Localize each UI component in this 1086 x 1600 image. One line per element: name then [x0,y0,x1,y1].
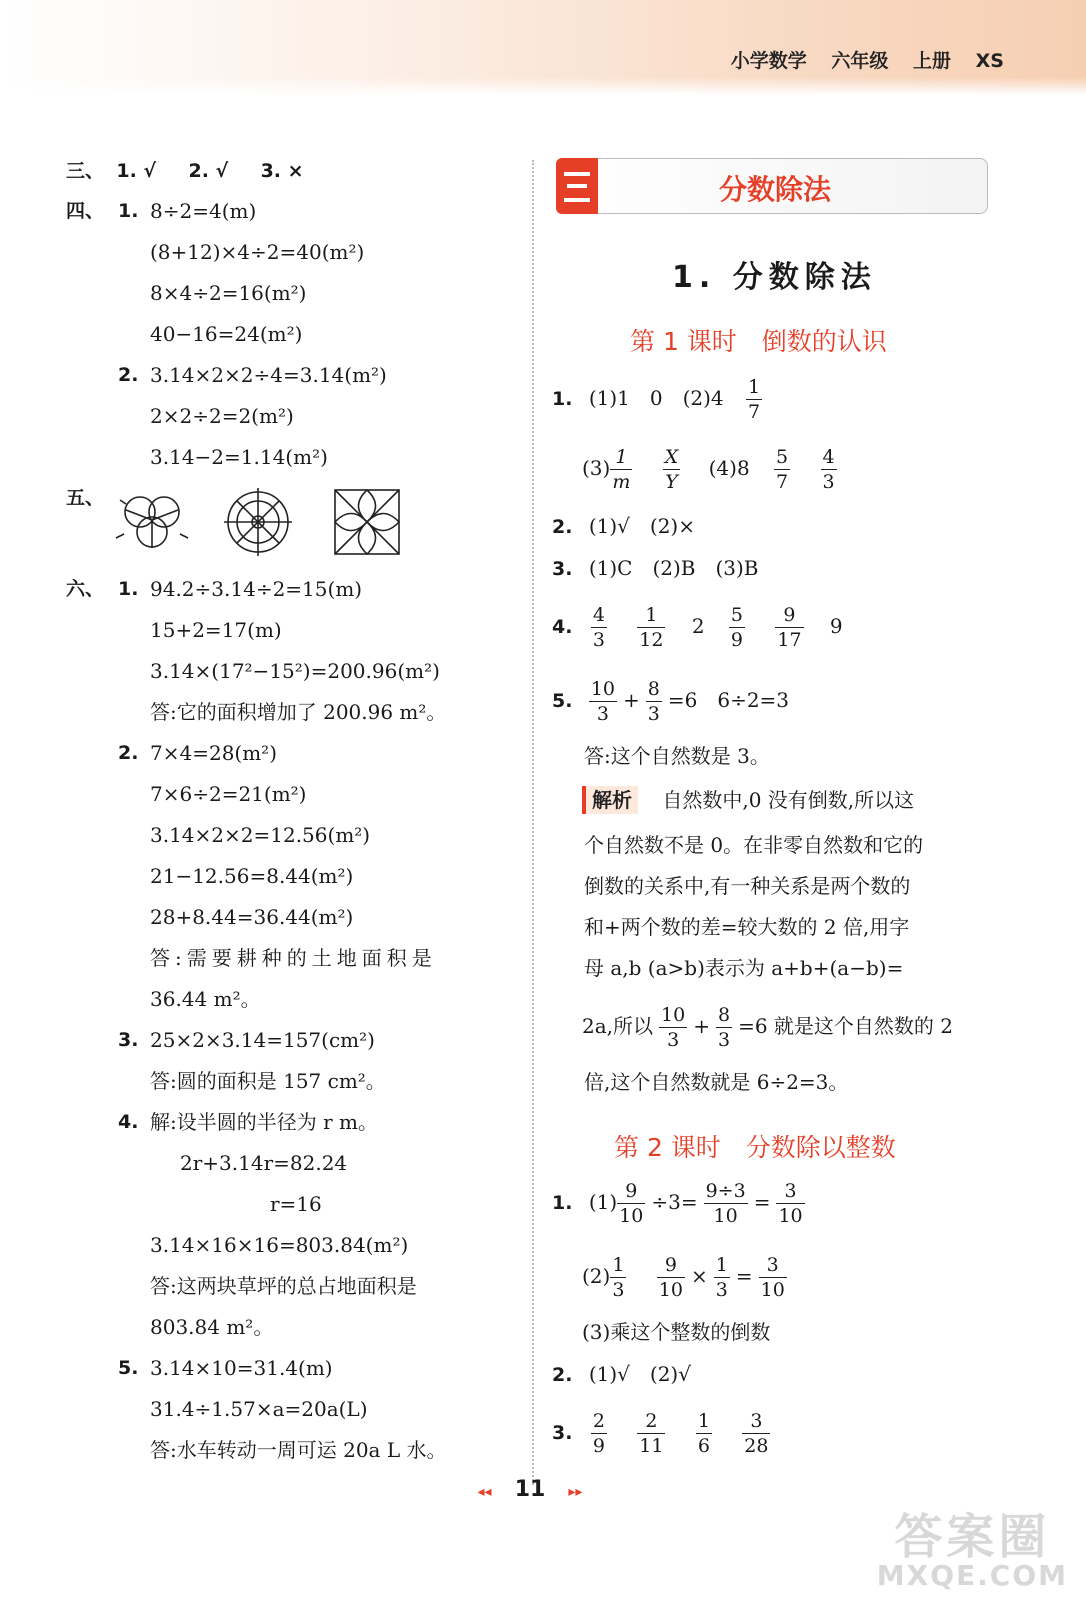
fraction [746,375,762,424]
header-edition: XS [975,50,1004,72]
page-number: 11 [514,1477,546,1502]
numerator: 9 [617,1179,645,1204]
numerator: 1 [697,1410,710,1432]
answer-line: 答:水车转动一周可运 20a L 水。 [150,1438,447,1462]
question-number: 3. [552,1422,573,1444]
analysis-line [582,786,914,814]
answer-item: 1. √ [116,160,157,182]
numerator: 4 [592,604,605,626]
answer-text: (1)C (2)B (3)B [588,556,759,580]
fraction [696,1409,712,1458]
analysis-text: 倍,这个自然数就是 6÷2=3。 [584,1070,849,1094]
fraction [659,1003,687,1052]
answer-line: 7×6÷2=21(m²) [150,782,307,806]
numerator: 1 [610,445,632,470]
denominator: 28 [744,1435,769,1457]
operator: = [735,1264,753,1288]
unit-title: 分数除法 [718,173,831,206]
l2-q1-row-a [552,1174,811,1231]
question-number: 2. [552,516,573,538]
question-number: 5. [552,690,573,712]
denominator: 3 [715,1279,728,1301]
fraction [714,1253,730,1302]
denominator: 3 [596,703,609,725]
answer-line: 答:这两块草坪的总占地面积是 [150,1274,417,1298]
fraction [775,603,803,652]
section-label: 六、 [66,578,105,600]
fraction [776,1179,804,1228]
section-label: 四、 [66,200,105,222]
denominator: 11 [639,1435,664,1457]
l1-q5 [552,672,789,729]
analysis-text: =6 就是这个自然数的 2 [738,1014,953,1038]
numerator: 9 [775,603,803,628]
answer-line: 8÷2=4(m) [150,199,257,223]
numerator: 1 [715,1254,728,1276]
denominator: 3 [822,471,835,493]
section-title: 1. 分数除法 [672,260,877,295]
answer-item: 3. × [260,160,304,182]
denominator: 3 [667,1029,680,1051]
answer-text: ÷3= [651,1190,698,1214]
answer-text: (1)√ (2)× [588,514,695,538]
answer-line: 3.14×16×16=803.84(m²) [150,1233,409,1257]
analysis-text: 个自然数不是 0。在非零自然数和它的 [584,833,924,857]
answer-text: (3) [582,456,611,480]
operator: + [623,688,640,712]
numerator: 9÷3 [705,1180,746,1202]
fraction [610,1253,626,1302]
answer-text: 2 [691,614,705,638]
fraction [759,1253,787,1302]
l1-q1-row-b [582,440,843,496]
fraction [637,1409,665,1458]
analysis-text: 倒数的关系中,有一种关系是两个数的 [584,874,911,898]
fraction [657,1253,685,1302]
fraction [663,445,681,494]
denominator: 7 [776,471,789,493]
question-number: 2. [118,364,139,386]
watermark-main: 答案圈 [894,1509,1051,1565]
denominator: 10 [760,1279,785,1301]
fraction [610,445,632,494]
denominator: 10 [713,1205,738,1227]
analysis-text: 和+两个数的差=较大数的 2 倍,用字 [584,915,910,939]
fraction [742,1409,770,1458]
denominator: 3 [612,1279,625,1301]
question-number: 1. [552,388,573,410]
next-arrows-icon: ▸▸ [568,1484,583,1500]
watermark-logo [877,1498,1068,1592]
fraction [646,677,662,726]
numerator: 5 [730,604,743,626]
question-number: 2. [118,742,139,764]
l2-q1-row-b [582,1248,793,1304]
numerator: 2 [592,1410,605,1432]
square-petal-figure [330,486,404,558]
numerator: 1 [612,1254,625,1276]
operator: + [693,1014,710,1038]
numerator: 1 [637,603,665,628]
answer-line: 解:设半圆的半径为 r m。 [150,1110,378,1134]
answer-line: 7×4=28(m²) [150,741,278,765]
watermark-site: MXQE.COM [876,1559,1068,1592]
l1-q4 [552,598,843,655]
answer-line: 15+2=17(m) [150,618,282,642]
book-header [713,46,1004,73]
question-number: 3. [118,1029,139,1051]
fraction [729,603,745,652]
answer-text: 9 [829,614,843,638]
section-label: 三、 [66,160,105,182]
header-grade: 六年级 [831,50,889,72]
answer-line: 答:圆的面积是 157 cm²。 [150,1069,386,1093]
answer-line: r=16 [270,1192,322,1216]
lesson-2-title: 第 2 课时 分数除以整数 [614,1133,896,1162]
denominator: 17 [777,629,802,651]
fraction [774,445,790,494]
denominator: 12 [639,629,664,651]
operator: = [753,1190,771,1214]
wheel-circle-figure [222,484,294,560]
question-number: 4. [118,1111,139,1133]
answer-text: (4)8 [708,456,750,480]
l1-q3 [552,554,759,583]
numerator: 10 [590,678,615,700]
denominator: 9 [592,1435,605,1457]
numerator: 5 [776,446,789,468]
denominator: 3 [647,703,660,725]
answer-line: 2×2÷2=2(m²) [150,404,294,428]
answer-line: 答:这个自然数是 3。 [584,744,770,768]
numerator: 4 [822,446,835,468]
l1-q1-row-a [552,370,768,427]
denominator: 6 [697,1435,710,1457]
question-number: 1. [118,578,139,600]
denominator: 10 [619,1205,644,1227]
answer-text: (1)1 0 (2)4 [588,386,724,410]
answer-line: 3.14×(17²−15²)=200.96(m²) [150,659,440,683]
answer-line: 36.44 m²。 [150,987,261,1011]
numerator: 2 [637,1409,665,1434]
answer-line: 28+8.44=36.44(m²) [150,905,354,929]
fraction [637,603,665,652]
fraction [589,677,617,726]
numerator: X [664,446,679,468]
numerator: 3 [776,1179,804,1204]
answer-text: =6 6÷2=3 [667,688,790,712]
analysis-line [582,998,953,1054]
fraction [617,1179,645,1228]
numerator: 1 [748,376,761,398]
answer-line: 答:它的面积增加了 200.96 m²。 [150,700,447,724]
numerator: 3 [742,1409,770,1434]
l1-q2 [552,512,695,541]
section-label: 五、 [66,487,105,509]
denominator: 3 [592,629,605,651]
analysis-text: 2a,所以 [582,1014,654,1038]
denominator: 7 [748,401,761,423]
l2-q2 [552,1360,691,1389]
question-number: 4. [552,616,573,638]
answer-line: 3.14×10=31.4(m) [150,1356,333,1380]
answer-line: 3.14×2×2=12.56(m²) [150,823,371,847]
answer-line: 25×2×3.14=157(cm²) [150,1028,375,1052]
header-volume: 上册 [913,50,952,72]
three-circles-figure [112,488,192,556]
section-san [66,156,304,185]
numerator: 9 [657,1253,685,1278]
denominator: Y [665,471,678,493]
answer-line: (3)乘这个整数的倒数 [582,1320,771,1344]
fraction [821,445,837,494]
denominator: 10 [778,1205,803,1227]
answer-text: (1)√ (2)√ [588,1362,691,1386]
analysis-text: 母 a,b (a>b)表示为 a+b+(a−b)= [584,956,904,980]
header-subject: 小学数学 [730,50,807,72]
question-number: 1. [118,200,139,222]
answer-line: 答:需要耕种的土地面积是 [150,946,437,970]
answer-text: (1) [588,1190,618,1214]
fraction [716,1003,732,1052]
denominator: 9 [730,629,743,651]
answer-line: 40−16=24(m²) [150,322,303,346]
answer-line: 31.4÷1.57×a=20a(L) [150,1397,368,1421]
question-number: 2. [552,1364,573,1386]
denominator: m [612,471,631,493]
answer-text: (2) [582,1264,611,1288]
answer-line: 2r+3.14r=82.24 [180,1151,348,1175]
page-footer [440,1477,620,1502]
numerator: 3 [759,1253,787,1278]
fraction [591,603,607,652]
answer-line: 8×4÷2=16(m²) [150,281,307,305]
numerator: 8 [717,1004,731,1026]
answer-line: 3.14−2=1.14(m²) [150,445,328,469]
denominator: 10 [658,1279,683,1301]
answer-line: 803.84 m²。 [150,1315,274,1339]
answer-line: 94.2÷3.14÷2=15(m) [150,577,363,601]
l2-q3 [552,1404,776,1461]
answer-line: 21−12.56=8.44(m²) [150,864,354,888]
analysis-tag: 解析 [582,786,638,814]
numerator: 8 [647,678,660,700]
operator: × [690,1264,708,1288]
lesson-1-title: 第 1 课时 倒数的认识 [630,327,887,356]
analysis-text: 自然数中,0 没有倒数,所以这 [662,788,915,812]
denominator: 3 [717,1029,731,1051]
prev-arrows-icon: ◂◂ [477,1484,492,1500]
answer-item: 2. √ [188,160,229,182]
fraction [591,1409,607,1458]
answer-line: 3.14×2×2÷4=3.14(m²) [150,363,387,387]
column-divider [532,160,534,1485]
question-number: 1. [552,1192,573,1214]
answer-line: (8+12)×4÷2=40(m²) [150,240,365,264]
question-number: 3. [552,558,573,580]
question-number: 5. [118,1357,139,1379]
numerator: 10 [661,1004,686,1026]
fraction [704,1179,748,1228]
